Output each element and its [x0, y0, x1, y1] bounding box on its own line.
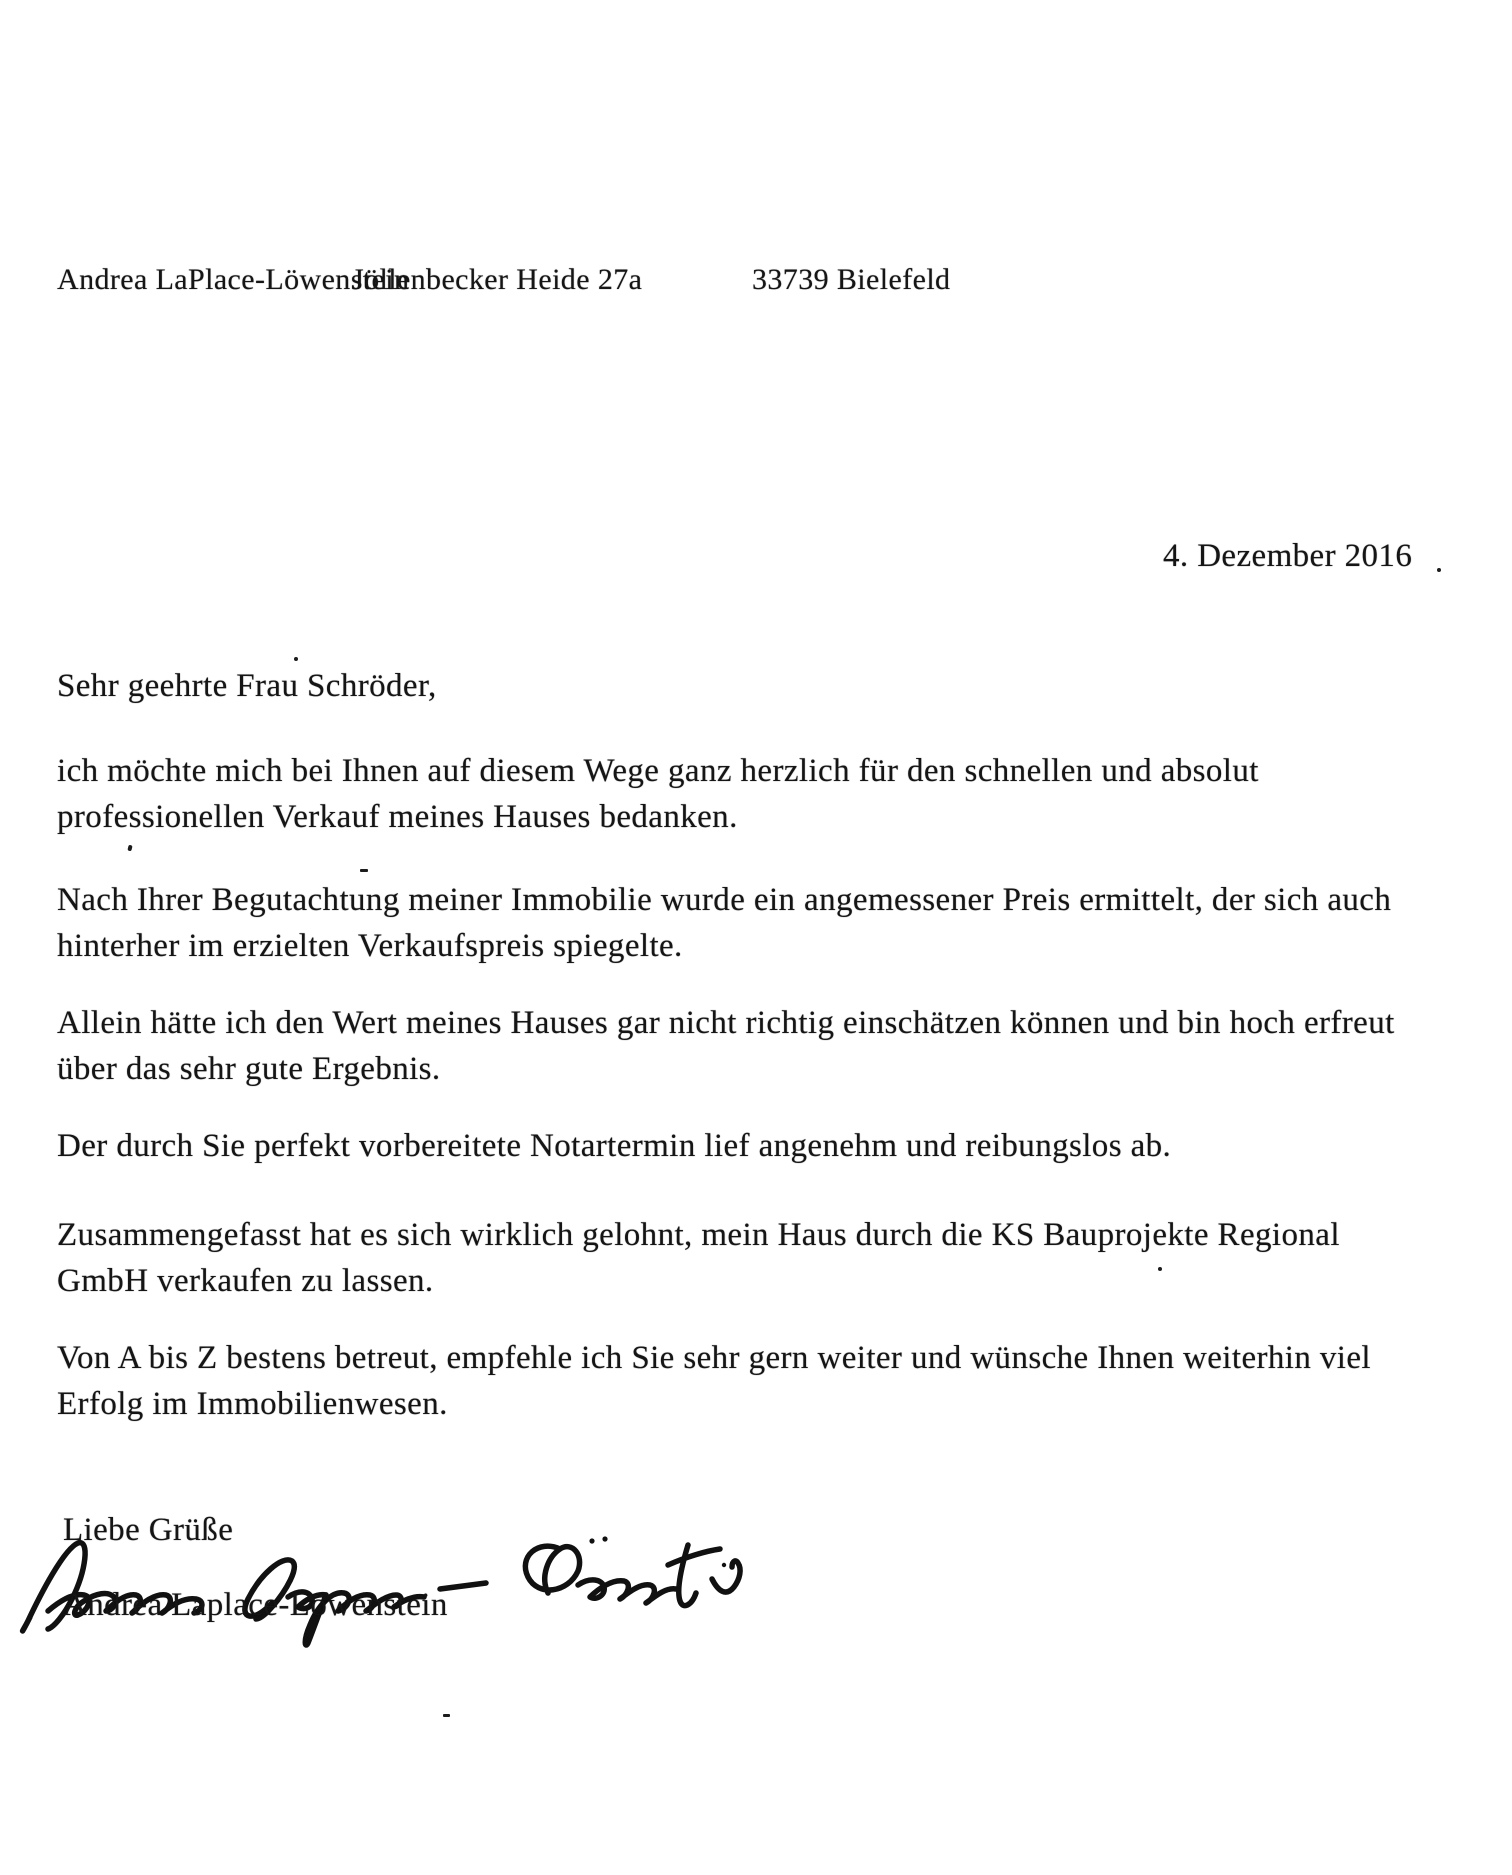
signature-ink-strokes	[18, 1513, 770, 1653]
paragraph-3-line-1: Allein hätte ich den Wert meines Hauses gar nicht richtig einschätzen können und bin hoch erfreut	[57, 1005, 1395, 1041]
paragraph-2	[57, 877, 1391, 969]
scan-speck	[1437, 568, 1441, 572]
scan-speck	[443, 1714, 450, 1717]
sender-line	[0, 263, 1512, 309]
scan-speck	[360, 869, 368, 872]
salutation: Sehr geehrte Frau Schröder,	[57, 668, 437, 704]
paragraph-2-line-2: hinterher im erzielten Verkaufspreis spiegelte.	[57, 928, 683, 964]
typed-signature-name: Andrea Laplace-Löwenstein	[63, 1587, 448, 1623]
handwritten-signature	[18, 1513, 770, 1653]
paragraph-1-line-2: professionellen Verkauf meines Hauses bedanken.	[57, 799, 738, 835]
sender-name: Andrea LaPlace-Löwenstein	[57, 263, 410, 296]
scan-speck	[1158, 1267, 1162, 1271]
paragraph-4-line-1: Der durch Sie perfekt vorbereitete Notartermin lief angenehm und reibungslos ab.	[57, 1128, 1172, 1164]
paragraph-2-line-1: Nach Ihrer Begutachtung meiner Immobilie wurde ein angemessener Preis ermittelt, der sich auch	[57, 882, 1392, 918]
paragraph-6	[57, 1335, 1371, 1427]
paragraph-5-line-1: Zusammengefasst hat es sich wirklich gelohnt, mein Haus durch die KS Bauprojekte Regional	[57, 1217, 1340, 1253]
paragraph-3	[57, 1000, 1395, 1092]
paragraph-5-line-2: GmbH verkaufen zu lassen.	[57, 1263, 434, 1299]
closing-greeting: Liebe Grüße	[63, 1512, 234, 1548]
paragraph-1-line-1: ich möchte mich bei Ihnen auf diesem Wege ganz herzlich für den schnellen und absolut	[57, 753, 1259, 789]
paragraph-5	[57, 1212, 1340, 1304]
paragraph-1	[57, 748, 1259, 840]
paragraph-6-line-2: Erfolg im Immobilienwesen.	[57, 1386, 448, 1422]
scan-speck	[294, 657, 298, 661]
paragraph-4	[57, 1123, 1171, 1169]
scan-speck	[127, 845, 132, 852]
sender-city: 33739 Bielefeld	[752, 263, 951, 296]
letter-date: 4. Dezember 2016	[1163, 538, 1413, 574]
paragraph-3-line-2: über das sehr gute Ergebnis.	[57, 1051, 441, 1087]
paragraph-6-line-1: Von A bis Z bestens betreut, empfehle ich Sie sehr gern weiter und wünsche Ihnen weiterhin viel	[57, 1340, 1371, 1376]
sender-street: Jöllenbecker Heide 27a	[352, 263, 643, 296]
